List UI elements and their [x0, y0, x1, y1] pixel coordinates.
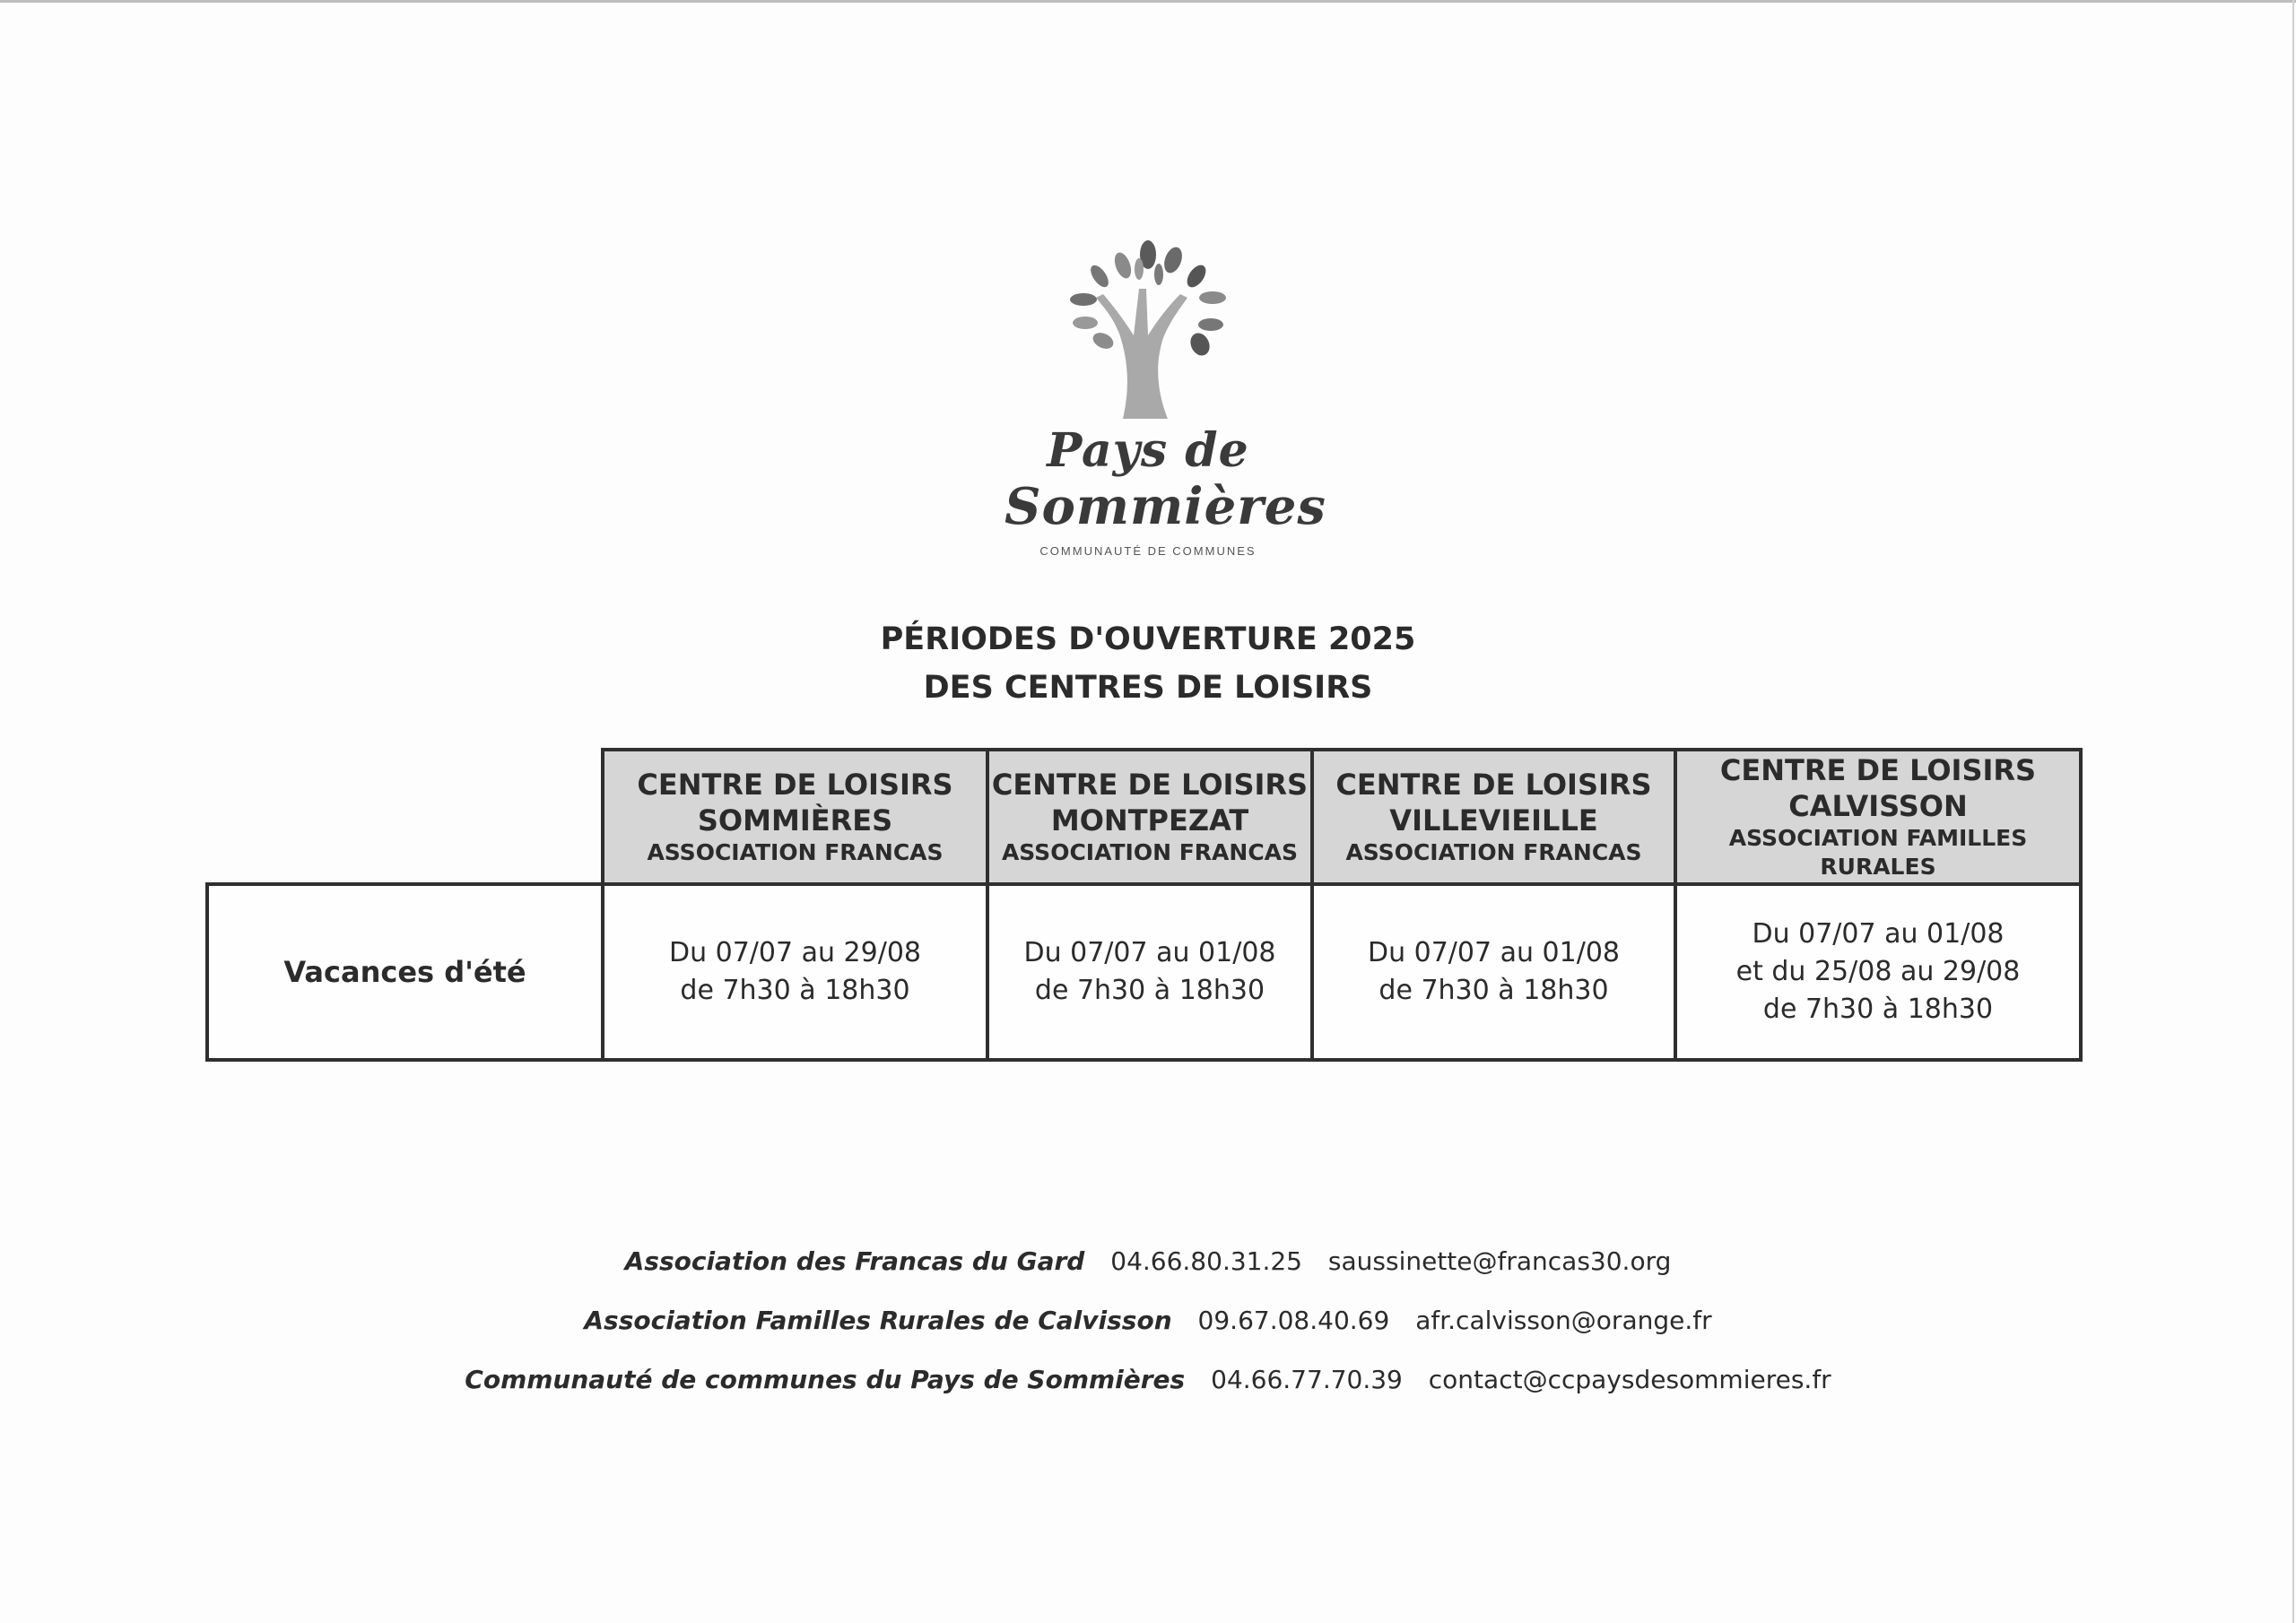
header-association: ASSOCIATION FRANCAS [1345, 839, 1642, 865]
header-name: CENTRE DE LOISIRS [1335, 768, 1652, 802]
header-town: SOMMIÈRES [697, 803, 893, 838]
table-row [207, 884, 2081, 1060]
header-town: CALVISSON [1788, 789, 1968, 823]
contact-name: Association Familles Rurales de Calvisson [584, 1306, 1172, 1335]
header-town: VILLEVIEILLE [1389, 803, 1598, 838]
schedule-hours: de 7h30 à 18h30 [1762, 994, 1994, 1025]
header-cell [1675, 750, 2081, 884]
table-header-row [207, 750, 2081, 884]
header-association: ASSOCIATION FAMILLES RURALES [1728, 825, 2028, 880]
contact-email[interactable]: contact@ccpaysdesommieres.fr [1428, 1365, 1831, 1394]
schedule-dates: Du 07/07 au 01/08 [1367, 937, 1621, 968]
header-name: CENTRE DE LOISIRS [1719, 753, 2037, 787]
schedule-hours: de 7h30 à 18h30 [1378, 975, 1609, 1006]
schedule-dates: Du 07/07 au 29/08 [668, 937, 922, 968]
contact-line [0, 1297, 2296, 1356]
contact-email[interactable]: saussinette@francas30.org [1327, 1246, 1672, 1276]
schedule-cell [603, 884, 987, 1060]
header-name: CENTRE DE LOISIRS [637, 768, 953, 802]
header-association: ASSOCIATION FRANCAS [1001, 839, 1299, 865]
row-label: Vacances d'été [283, 955, 526, 989]
contact-phone[interactable]: 04.66.77.70.39 [1211, 1365, 1403, 1394]
header-cell [987, 750, 1312, 884]
page-title-line2: DES CENTRES DE LOISIRS [923, 670, 1373, 706]
logo-subtitle: COMMUNAUTÉ DE COMMUNES [1039, 544, 1257, 558]
table-corner-cell [207, 750, 603, 884]
contact-phone[interactable]: 04.66.80.31.25 [1110, 1246, 1302, 1276]
contact-line [0, 1356, 2296, 1415]
schedule-dates-extra: et du 25/08 au 29/08 [1735, 956, 2021, 987]
contact-name: Communauté de communes du Pays de Sommières [465, 1365, 1186, 1394]
tree-icon [1013, 235, 1283, 423]
logo-text-line1: Pays de [1047, 423, 1249, 478]
header-cell [603, 750, 987, 884]
page-title-line1: PÉRIODES D'OUVERTURE 2025 [880, 621, 1416, 657]
contact-email[interactable]: afr.calvisson@orange.fr [1415, 1306, 1712, 1335]
schedule-dates: Du 07/07 au 01/08 [1752, 918, 2005, 950]
schedule-cell [987, 884, 1312, 1060]
contact-name: Association des Francas du Gard [624, 1246, 1085, 1276]
header-cell [1312, 750, 1675, 884]
header-name: CENTRE DE LOISIRS [991, 768, 1309, 802]
logo-text-line2: Sommières [1004, 477, 1326, 536]
contacts-section [0, 1237, 2296, 1415]
contact-line [0, 1237, 2296, 1297]
header-association: ASSOCIATION FRANCAS [647, 839, 944, 865]
schedule-hours: de 7h30 à 18h30 [680, 975, 910, 1006]
contact-phone[interactable]: 09.67.08.40.69 [1197, 1306, 1390, 1335]
schedule-table [205, 748, 2083, 1062]
schedule-cell [1675, 884, 2081, 1060]
row-label-cell [207, 884, 603, 1060]
schedule-cell [1312, 884, 1675, 1060]
logo [1004, 235, 1326, 567]
scan-edge-top [0, 0, 2296, 3]
schedule-dates: Du 07/07 au 01/08 [1023, 937, 1276, 968]
header-town: MONTPEZAT [1050, 803, 1249, 838]
schedule-hours: de 7h30 à 18h30 [1034, 975, 1265, 1006]
